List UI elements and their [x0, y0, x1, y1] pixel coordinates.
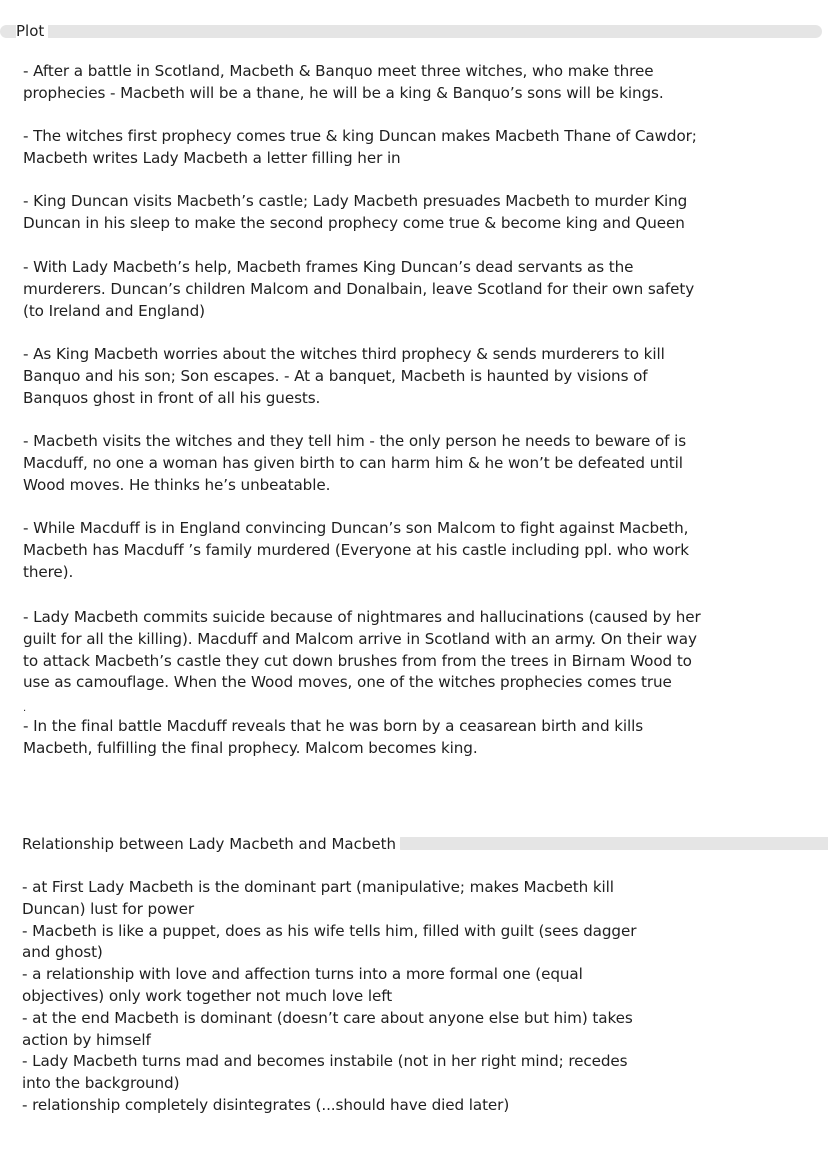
plot-paragraph-8: - Lady Macbeth commits suicide because of nightmares and hallucinations (caused by her guilt for all the killing). Macduff and Malcom arrive in Scotland with an army. On their way to attack Macbeth’s castle they cut down brushes from from the trees in Birnam Wood to use as camouflage. When the Wood moves, one of the witches prophecies comes true — [23, 608, 701, 692]
plot-paragraph-5: - As King Macbeth worries about the witches third prophecy & sends murderers to kill Banquo and his son; Son escapes. - At a banquet, Macbeth is haunted by visions of Banquos ghost in front of all his guests. — [23, 345, 665, 407]
plot-paragraph-4: - With Lady Macbeth’s help, Macbeth frames King Duncan’s dead servants as the murderers. Duncan’s children Malcom and Donalbain, leave Scotland for their own safety (to Ireland and England) — [23, 258, 695, 320]
plot-paragraph-2: - The witches first prophecy comes true & king Duncan makes Macbeth Thane of Cawdor; Macbeth writes Lady Macbeth a letter filling her in — [23, 127, 697, 167]
plot-paragraph-6: - Macbeth visits the witches and they tell him - the only person he needs to beware of is Macduff, no one a woman has given birth to can harm him & he won’t be defeated until Wood moves. He thinks he’s unbeatable. — [23, 432, 687, 494]
plot-paragraph-1: - After a battle in Scotland, Macbeth & Banquo meet three witches, who make three prophecies - Macbeth will be a thane, he will be a king & Banquo’s sons will be kings. — [23, 62, 664, 102]
relationship-heading: Relationship between Lady Macbeth and Macbeth — [22, 834, 400, 854]
plot-heading-highlight — [0, 25, 822, 38]
stray-dot: . — [23, 703, 27, 714]
relationship-notes: - at First Lady Macbeth is the dominant part (manipulative; makes Macbeth kill Duncan) lust for power - Macbeth is like a puppet, does as his wife tells him, filled with guilt (sees dagger and ghost) - a relationship with love and affection turns into a more formal one (equal objectives) only work together not much love left - at the end Macbeth is dominant (doesn’t care about anyone else but him) takes action by himself - Lady Macbeth turns mad and becomes instabile (not in her right mind; recedes into the background) - relationship completely disintegrates (...should have died later) — [22, 878, 637, 1114]
plot-paragraph-9: - In the final battle Macduff reveals that he was born by a ceasarean birth and kills Macbeth, fulfilling the final prophecy. Malcom becomes king. — [23, 717, 644, 757]
plot-paragraph-3: - King Duncan visits Macbeth’s castle; Lady Macbeth presuades Macbeth to murder King Duncan in his sleep to make the second prophecy come true & become king and Queen — [23, 192, 688, 232]
relationship-heading-highlight — [395, 837, 828, 850]
plot-heading: Plot — [16, 21, 48, 41]
plot-paragraph-7: - While Macduff is in England convincing Duncan’s son Malcom to fight against Macbeth, Macbeth has Macduff ’s family murdered (Everyone at his castle including ppl. who work there). — [23, 519, 689, 581]
